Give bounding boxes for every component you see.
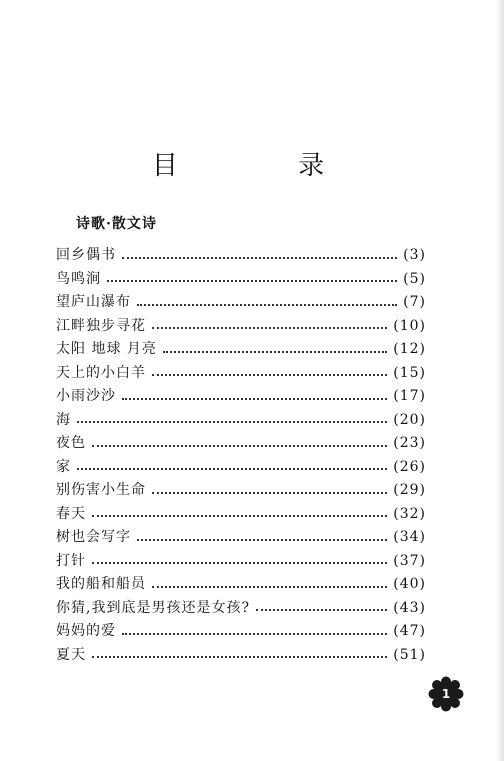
toc-entry-page: (10) <box>393 317 426 334</box>
toc-leader-dots <box>122 257 397 259</box>
toc-leader-dots <box>92 445 387 447</box>
toc-entry <box>56 597 426 621</box>
toc-entry-page: (51) <box>393 646 426 663</box>
toc-leader-dots <box>152 492 387 494</box>
toc-entry-title: 天上的小白羊 <box>56 364 146 381</box>
toc-leader-dots <box>256 609 387 611</box>
toc-entry <box>56 291 426 315</box>
toc-entry-page: (37) <box>393 552 426 569</box>
toc-entry-page: (26) <box>393 458 426 475</box>
toc-leader-dots <box>122 633 387 635</box>
toc-leader-dots <box>137 539 387 541</box>
toc-leader-dots <box>92 562 387 564</box>
toc-leader-dots <box>152 374 387 376</box>
toc-entry-page: (47) <box>393 623 426 639</box>
toc-entry <box>56 573 426 597</box>
toc-entry-page: (32) <box>393 505 426 522</box>
toc-entry-title: 鸟鸣涧 <box>56 270 101 287</box>
toc-entry-page: (17) <box>393 388 426 404</box>
table-of-contents <box>56 244 426 667</box>
toc-leader-dots <box>122 398 387 400</box>
toc-entry-title: 太阳 地球 月亮 <box>56 341 157 357</box>
toc-leader-dots <box>77 421 387 423</box>
toc-entry <box>56 385 426 409</box>
toc-entry <box>56 550 426 574</box>
toc-entry-page: (7) <box>403 294 426 310</box>
toc-leader-dots <box>92 515 387 517</box>
toc-entry-title: 妈妈的爱 <box>56 623 116 639</box>
page-number: 1 <box>441 687 451 701</box>
page-edge-shadow <box>496 0 504 761</box>
toc-entry <box>56 644 426 668</box>
toc-entry-title: 小雨沙沙 <box>56 388 116 404</box>
toc-entry-title: 我的船和船员 <box>56 576 146 592</box>
toc-entry-page: (40) <box>393 576 426 592</box>
toc-leader-dots <box>92 656 387 658</box>
toc-entry-title: 你猜,我到底是男孩还是女孩? <box>56 599 250 616</box>
toc-leader-dots <box>77 468 387 470</box>
toc-leader-dots <box>152 586 387 588</box>
toc-entry-title: 海 <box>56 411 71 428</box>
toc-entry <box>56 503 426 527</box>
toc-entry <box>56 526 426 550</box>
toc-entry-page: (20) <box>393 411 426 428</box>
toc-entry-title: 树也会写字 <box>56 529 131 545</box>
toc-entry <box>56 338 426 362</box>
toc-entry-page: (43) <box>393 599 426 616</box>
toc-entry <box>56 432 426 456</box>
toc-entry-page: (15) <box>393 364 426 381</box>
toc-entry-page: (34) <box>393 529 426 545</box>
toc-entry-title: 江畔独步寻花 <box>56 317 146 334</box>
toc-entry-title: 望庐山瀑布 <box>56 294 131 310</box>
toc-leader-dots <box>152 327 387 329</box>
toc-entry-title: 夜色 <box>56 435 86 451</box>
toc-entry-title: 春天 <box>56 505 86 522</box>
toc-entry <box>56 479 426 503</box>
toc-entry <box>56 268 426 292</box>
toc-entry <box>56 456 426 480</box>
toc-entry-page: (23) <box>393 435 426 451</box>
toc-entry <box>56 620 426 644</box>
toc-leader-dots <box>107 280 397 282</box>
toc-entry-page: (29) <box>393 482 426 498</box>
page-number-badge <box>428 676 464 712</box>
toc-entry <box>56 244 426 268</box>
toc-entry <box>56 362 426 386</box>
toc-entry-page: (12) <box>393 341 426 357</box>
toc-leader-dots <box>137 304 397 306</box>
toc-entry-title: 别伤害小生命 <box>56 482 146 498</box>
toc-entry-page: (3) <box>403 247 426 263</box>
toc-entry-title: 回乡偶书 <box>56 247 116 263</box>
toc-leader-dots <box>163 351 387 353</box>
section-title: 诗歌·散文诗 <box>76 216 157 232</box>
toc-entry-title: 打针 <box>56 552 86 569</box>
toc-entry-title: 家 <box>56 458 71 475</box>
toc-entry <box>56 315 426 339</box>
toc-entry-page: (5) <box>403 270 426 287</box>
toc-entry <box>56 409 426 433</box>
page-title: 目 录 <box>151 151 381 181</box>
toc-entry-title: 夏天 <box>56 646 86 663</box>
